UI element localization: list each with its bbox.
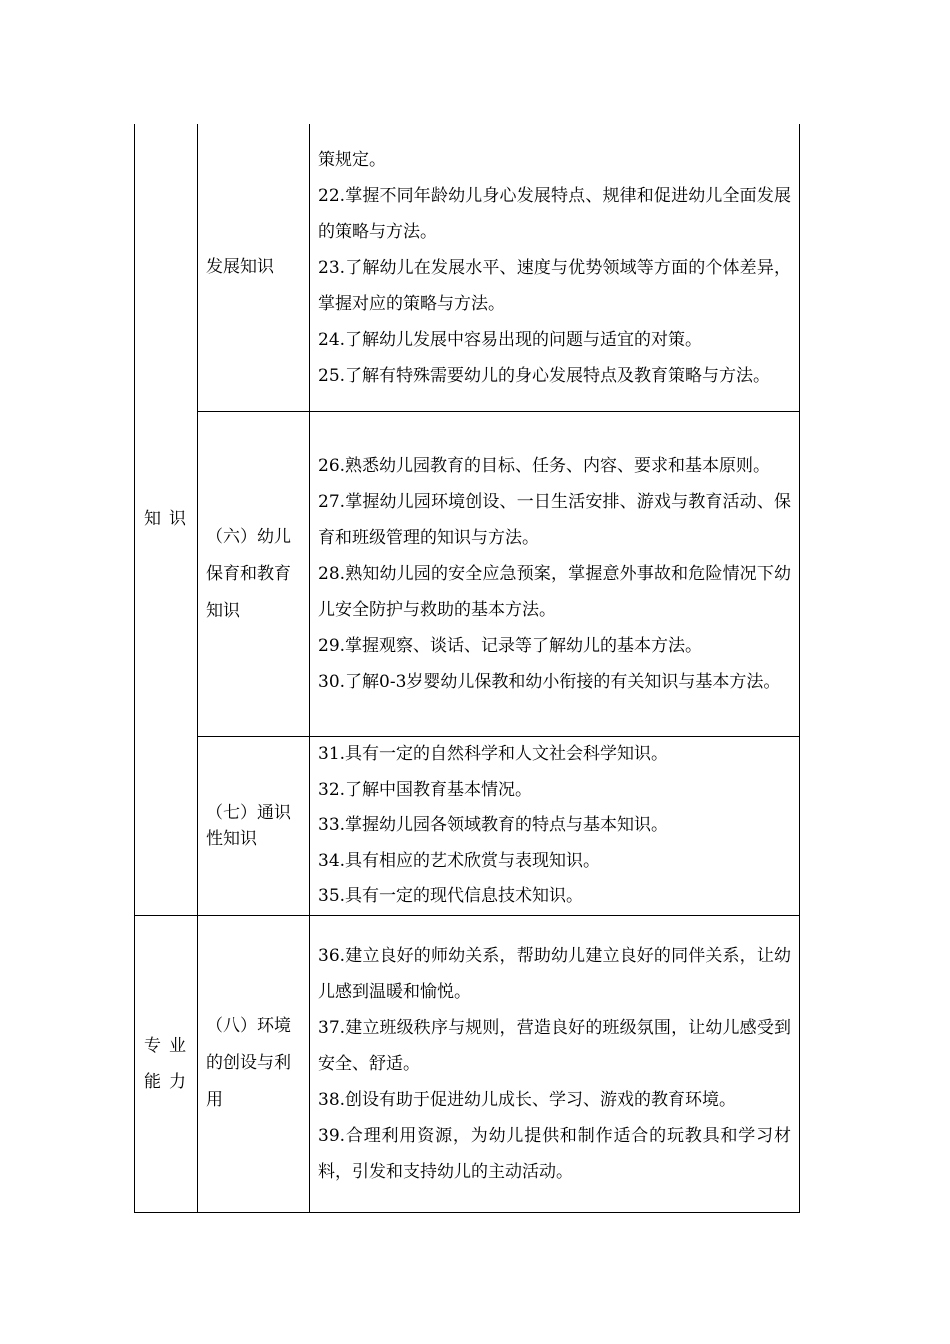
table-row [135,124,800,412]
category-label: 知识 [144,509,194,530]
subcategory-cell [198,737,310,916]
list-item: 29.掌握观察、谈话、记录等了解幼儿的基本方法。 [318,636,703,656]
subcategory-cell [198,915,310,1212]
category-cell-knowledge [135,124,198,915]
list-item: 38.创设有助于促进幼儿成长、学习、游戏的教育环境。 [318,1089,737,1110]
table-row [135,737,800,916]
list-item: 28.熟知幼儿园的安全应急预案，掌握意外事故和危险情况下幼儿安全防护与救助的基本方法。 [318,564,791,620]
list-item: 33.掌握幼儿园各领域教育的特点与基本知识。 [318,815,669,835]
subcategory-label: （八）环境的创设与利用 [206,1016,291,1110]
subcategory-cell [198,124,310,412]
content-cell [310,737,800,916]
list-item: 22.掌握不同年龄幼儿身心发展特点、规律和促进幼儿全面发展的策略与方法。 [318,185,791,242]
category-label: 专业能力 [144,1035,194,1092]
list-item: 35.具有一定的现代信息技术知识。 [318,886,584,906]
subcategory-label: （七）通识性知识 [206,802,291,849]
list-item: 37.建立班级秩序与规则，营造良好的班级氛围，让幼儿感受到安全、舒适。 [318,1017,791,1074]
list-item: 27.掌握幼儿园环境创设、一日生活安排、游戏与教育活动、保育和班级管理的知识与方法。 [318,492,791,548]
list-item: 26.熟悉幼儿园教育的目标、任务、内容、要求和基本原则。 [318,456,771,476]
table-row [135,412,800,737]
content-cell [310,124,800,412]
list-item: 34.具有相应的艺术欣赏与表现知识。 [318,850,601,871]
list-item: 36.建立良好的师幼关系，帮助幼儿建立良好的同伴关系，让幼儿感到温暖和愉悦。 [318,945,791,1002]
list-item: 策规定。 [318,149,386,170]
content-cell [310,412,800,737]
table-row [135,915,800,1212]
list-item: 39.合理利用资源，为幼儿提供和制作适合的玩教具和学习材料，引发和支持幼儿的主动活动。 [318,1125,791,1182]
list-item: 30.了解0-3岁婴幼儿保教和幼小衔接的有关知识与基本方法。 [318,672,781,692]
list-item: 23.了解幼儿在发展水平、速度与优势领域等方面的个体差异，掌握对应的策略与方法。 [318,257,791,314]
content-cell [310,915,800,1212]
list-item: 31.具有一定的自然科学和人文社会科学知识。 [318,744,669,764]
category-cell-professional-ability [135,915,198,1212]
subcategory-label: 发展知识 [206,257,274,277]
subcategory-cell [198,412,310,737]
standards-table [134,124,800,1213]
list-item: 25.了解有特殊需要幼儿的身心发展特点及教育策略与方法。 [318,365,771,386]
list-item: 24.了解幼儿发展中容易出现的问题与适宜的对策。 [318,329,703,350]
subcategory-label: （六）幼儿保育和教育知识 [206,526,291,621]
list-item: 32.了解中国教育基本情况。 [318,779,533,800]
